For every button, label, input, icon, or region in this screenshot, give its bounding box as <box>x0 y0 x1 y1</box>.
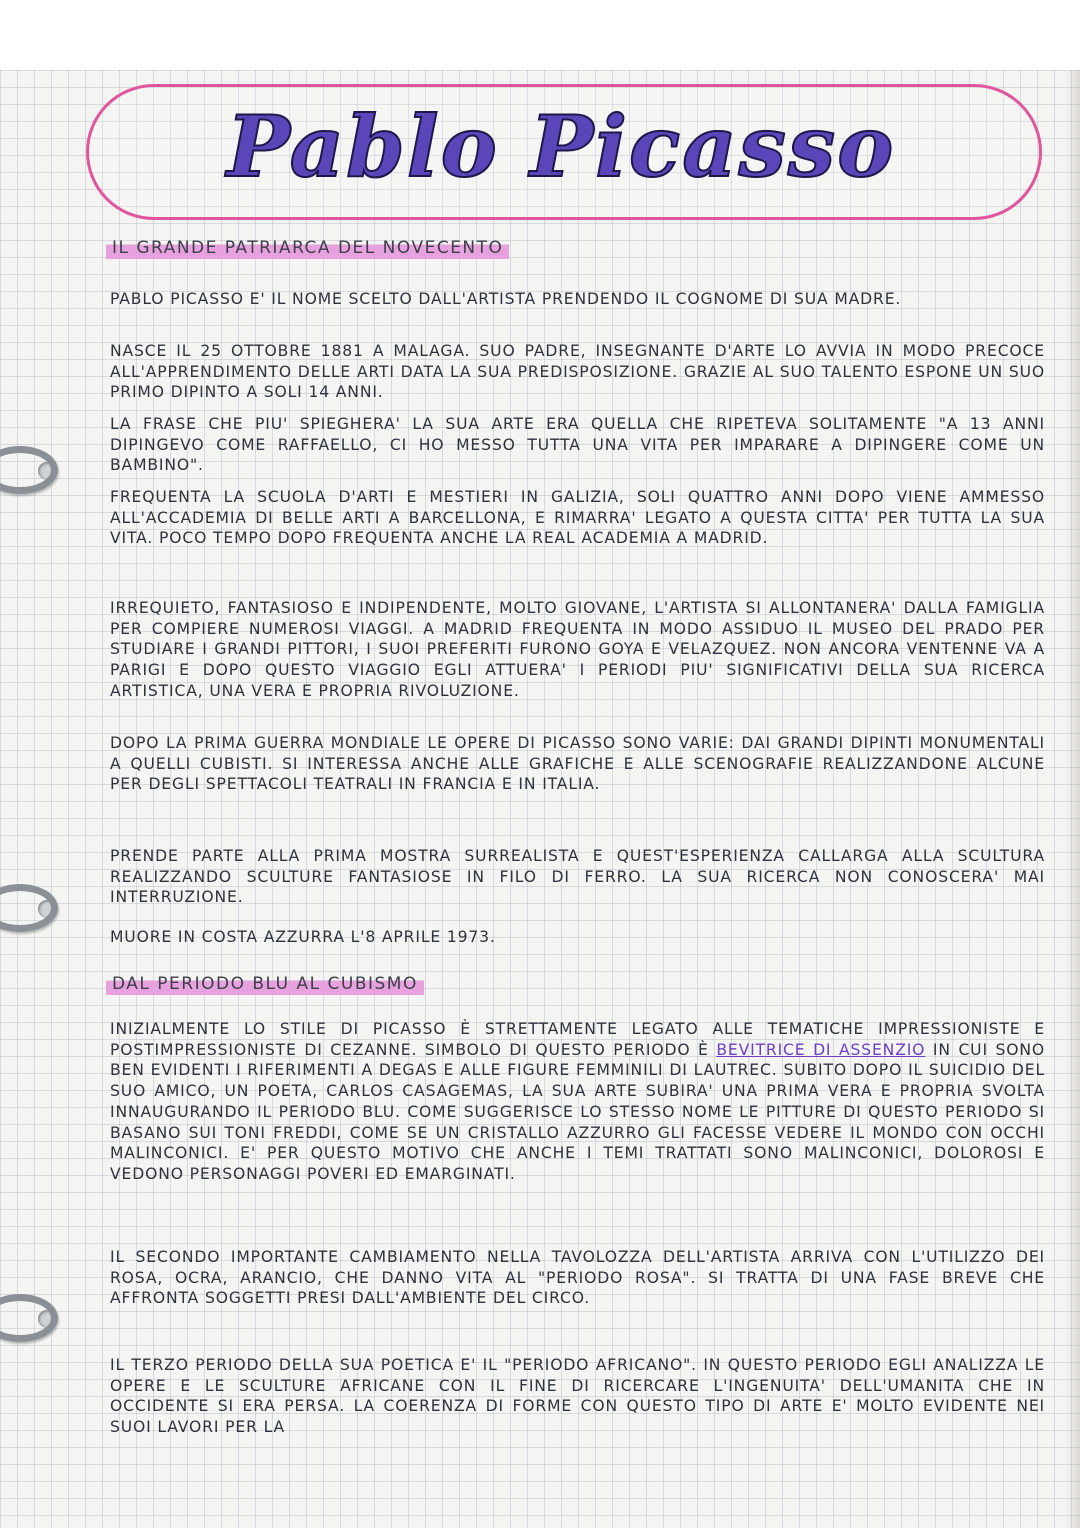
paragraph-birth: NASCE IL 25 OTTOBRE 1881 A MALAGA. SUO PADRE, INSEGNANTE D'ARTE LO AVVIA IN MODO PRECOCE ALL'APPRENDIMENTO DELLE ARTI DATA LA SUA PREDISPOSIZIONE. GRAZIE AL SUO TALENTO ESPONE UN SUO PRIMO DIPINTO A SOLI 14 ANNI. <box>110 342 1045 402</box>
paragraph-death: MUORE IN COSTA AZZURRA L'8 APRILE 1973. <box>110 928 496 946</box>
paragraph-name-origin: PABLO PICASSO E' IL NOME SCELTO DALL'ARTISTA PRENDENDO IL COGNOME DI SUA MADRE. <box>110 290 902 308</box>
artwork-title-highlight: BEVITRICE DI ASSENZIO <box>716 1040 926 1059</box>
section-heading-2: DAL PERIODO BLU AL CUBISMO <box>106 972 424 996</box>
paragraph-blue-period <box>110 1019 1045 1185</box>
paragraph-quote: LA FRASE CHE PIU' SPIEGHERA' LA SUA ARTE ERA QUELLA CHE RIPETEVA SOLITAMENTE "A 13 ANNI DIPINGEVO COME RAFFAELLO, CI HO MESSO TUTTA UNA VITA PER IMPARARE A DIPINGERE COME UN BAMBINO". <box>110 415 1045 475</box>
page-title: Pablo Picasso <box>226 97 896 196</box>
paragraph-travels: IRREQUIETO, FANTASIOSO E INDIPENDENTE, MOLTO GIOVANE, L'ARTISTA SI ALLONTANERA' DALLA FAMIGLIA PER COMPIERE NUMEROSI VIAGGI. A MADRID FREQUENTA IN MODO ASSIDUO IL MUSEO DEL PRADO PER STUDIARE I GRANDI PITTORI, I SUOI PREFERITI FURONO GOYA E VELAZQUEZ. NON ANCORA VENTENNE VA A PARIGI E DOPO QUESTO VIAGGIO EGLI ATTUERA' I PERIODI PIU' SIGNIFICATIVI DELLA SUA RICERCA ARTISTICA, UNA VERA E PROPRIA RIVOLUZIONE. <box>110 599 1045 700</box>
paragraph-text: INIZIALMENTE LO STILE DI PICASSO È STRETTAMENTE LEGATO ALLE TEMATICHE IMPRESSIONISTE E POSTIMPRESSIONISTE DI CEZANNE. SIMBOLO DI QUESTO PERIODO È <box>110 1020 1045 1059</box>
paragraph-surrealism: PRENDE PARTE ALLA PRIMA MOSTRA SURREALISTA E QUEST'ESPERIENZA CALLARGA ALLA SCULTURA REALIZZANDO SCULTURE FANTASIOSE IN FILO DI FERRO. LA SUA RICERCA NON CONOSCERA' MAI INTERRUZIONE. <box>110 847 1045 907</box>
paragraph-postwar: DOPO LA PRIMA GUERRA MONDIALE LE OPERE DI PICASSO SONO VARIE: DAI GRANDI DIPINTI MONUMENTALI A QUELLI CUBISTI. SI INTERESSA ANCHE ALLE GRAFICHE E ALLE SCENOGRAFIE REALIZZANDONE ALCUNE PER DEGLI SPETTACOLI TEATRALI IN FRANCIA E IN ITALIA. <box>110 734 1045 794</box>
paragraph-rose-period: IL SECONDO IMPORTANTE CAMBIAMENTO NELLA TAVOLOZZA DELL'ARTISTA ARRIVA CON L'UTILIZZO DEI ROSA, OCRA, ARANCIO, CHE DANNO VITA AL "PERIODO ROSA". SI TRATTA DI UNA FASE BREVE CHE AFFRONTA SOGGETTI PRESI DALL'AMBIENTE DEL CIRCO. <box>110 1248 1045 1308</box>
paragraph-african-period: IL TERZO PERIODO DELLA SUA POETICA E' IL "PERIODO AFRICANO". IN QUESTO PERIODO EGLI ANALIZZA LE OPERE E LE SCULTURE AFRICANE CON IL FINE DI RICERCARE L'INGENUITA' DELL'UMANITA CHE IN OCCIDENTE SI ERA PERSA. LA COERENZA DI FORME CON QUESTO TIPO DI ARTE E' MOLTO EVIDENTE NEI SUOI LAVORI PER LA <box>110 1356 1045 1437</box>
section-heading-1: IL GRANDE PATRIARCA DEL NOVECENTO <box>106 236 509 260</box>
page-edge-shadow <box>1066 70 1080 1528</box>
scan-background <box>0 0 1080 70</box>
paragraph-text: IN CUI SONO BEN EVIDENTI I RIFERIMENTI A DEGAS E ALLE FIGURE FEMMINILI DI LAUTREC. SUBITO DOPO IL SUICIDIO DEL SUO AMICO, UN POETA, CARLOS CASAGEMAS, LA SUA ARTE SUBIRA' UNA PRIMA VERA E PROPRIA SVOLTA INNAUGURANDO IL PERIODO BLU. COME SUGGERISCE LO STESSO NOME LE PITTURE DI QUESTO PERIODO SI BASANO SUI TONI FREDDI, COME SE UN CRISTALLO AZZURRO GLI FACESSE VEDERE IL MONDO CON OCCHI MALINCONICI. E' PER QUESTO MOTIVO CHE ANCHE I TEMI TRATTATI SONO MALINCONICI, DOLOROSI E VEDONO PERSONAGGI POVERI ED EMARGINATI. <box>110 1040 1045 1183</box>
paragraph-education: FREQUENTA LA SCUOLA D'ARTI E MESTIERI IN GALIZIA, SOLI QUATTRO ANNI DOPO VIENE AMMESSO ALL'ACCADEMIA DI BELLE ARTI A BARCELLONA, E RIMARRA' LEGATO A QUESTA CITTA' PER TUTTA LA SUA VITA. POCO TEMPO DOPO FREQUENTA ANCHE LA REAL ACADEMIA A MADRID. <box>110 488 1045 548</box>
